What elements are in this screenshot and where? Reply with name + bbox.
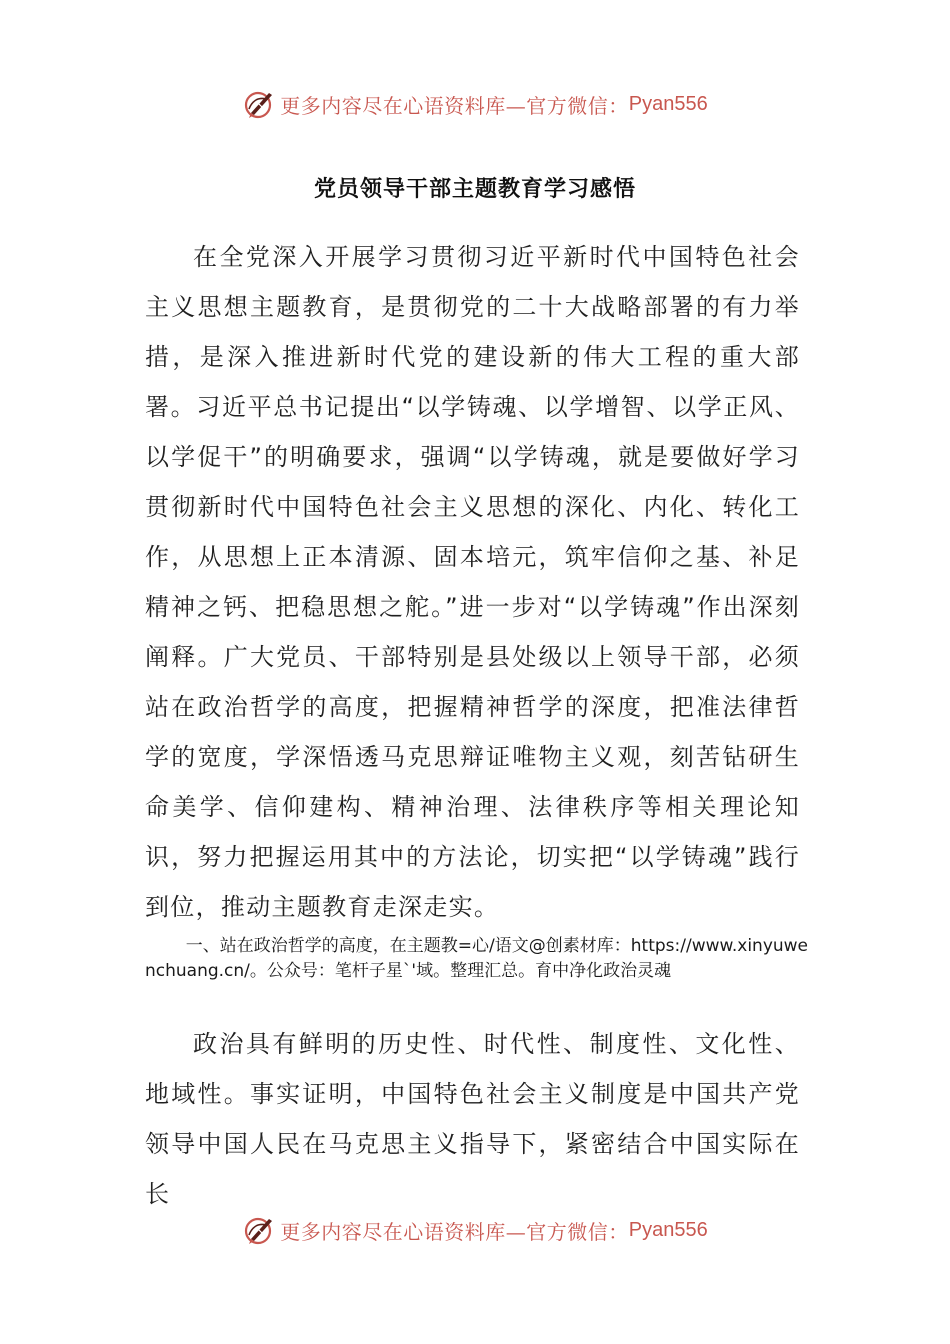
banner-slogan: 更多内容尽在心语资料库—官方微信： [280, 1219, 629, 1244]
brush-pen-logo-icon [242, 87, 276, 121]
document-title: 党员领导干部主题教育学习感悟 [313, 176, 636, 202]
banner-wechat-id: Pyan556 [628, 1218, 708, 1241]
section-heading-1: 一、站在政治哲学的高度，在主题教=心/语文@创素材库：https://www.xinyuwenchuang.cn/。公众号：笔杆子星`'域。整理汇总。育中净化政治灵魂 [145, 936, 809, 981]
banner-slogan: 更多内容尽在心语资料库—官方微信： [280, 93, 629, 118]
banner-wechat-id: Pyan556 [628, 92, 708, 115]
footer-banner [0, 1208, 950, 1252]
header-banner [0, 82, 950, 126]
paragraph-2: 政治具有鲜明的历史性、时代性、制度性、文化性、地域性。事实证明，中国特色社会主义制度是中国共产党领导中国人民在马克思主义指导下，紧密结合中国实际在长 [145, 1030, 800, 1208]
brush-pen-logo-icon [242, 1213, 276, 1247]
paragraph-1: 在全党深入开展学习贯彻习近平新时代中国特色社会主义思想主题教育，是贯彻党的二十大战略部署的有力举措，是深入推进新时代党的建设新的伟大工程的重大部署。习近平总书记提出“以学铸魂、以学增智、以学正风、以学促干”的明确要求，强调“以学铸魂，就是要做好学习贯彻新时代中国特色社会主义思想的深化、内化、转化工作，从思想上正本清源、固本培元，筑牢信仰之基、补足精神之钙、把稳思想之舵。”进一步对“以学铸魂”作出深刻阐释。广大党员、干部特别是县处级以上领导干部，必须站在政治哲学的高度，把握精神哲学的深度，把准法律哲学的宽度，学深悟透马克思辩证唯物主义观，刻苦钻研生命美学、信仰建构、精神治理、法律秩序等相关理论知识，努力把握运用其中的方法论，切实把“以学铸魂”践行到位，推动主题教育走深走实。 [145, 243, 800, 921]
